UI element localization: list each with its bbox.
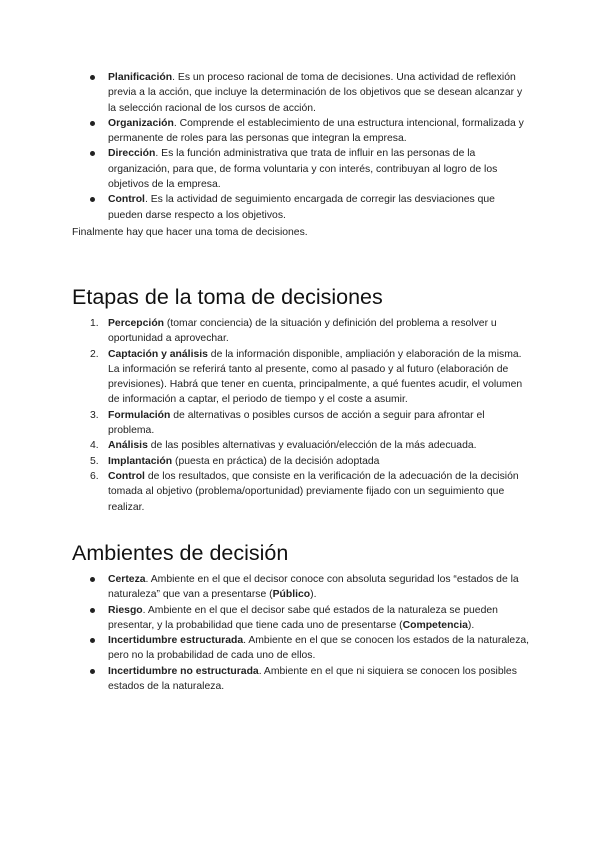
environments-bullet-list: [90, 572, 530, 694]
list-item: 4. Análisis de las posibles alternativas y evaluación/elección de la más adecuada.: [90, 440, 477, 452]
list-item: Riesgo. Ambiente en el que el decisor sabe qué estados de la naturaleza se pueden presentar, y la probabilidad que tiene cada uno de presentarse (Competencia).: [90, 603, 530, 634]
list-item: Control. Es la actividad de seguimiento encargada de corregir las desviaciones que pueden darse respecto a los objetivos.: [90, 192, 530, 223]
stages-numbered-list: [90, 316, 530, 515]
list-item: Incertidumbre estructurada. Ambiente en el que se conocen los estados de la naturaleza, pero no la probabilidad de cada uno de ellos.: [90, 633, 530, 664]
list-item: Organización. Comprende el establecimiento de una estructura intencional, formalizada y permanente de roles para las personas que integran la empresa.: [90, 116, 530, 147]
heading-etapas: Etapas de la toma de decisiones: [72, 285, 383, 309]
list-item: Certeza. Ambiente en el que el decisor conoce con absoluta seguridad los “estados de la naturaleza” que van a presentarse (Público).: [90, 572, 530, 603]
list-item: 5. Implantación (puesta en práctica) de la decisión adoptada: [90, 455, 380, 467]
list-item: Dirección. Es la función administrativa que trata de influir en las personas de la organización, para que, de forma voluntaria y con interés, contribuyan al logro de los objetivos de la empresa.: [90, 146, 530, 192]
functions-bullet-list: [90, 70, 530, 223]
heading-ambientes: Ambientes de decisión: [72, 541, 289, 565]
closing-paragraph: Finalmente hay que hacer una toma de decisiones.: [72, 227, 308, 238]
list-item: 2. Captación y análisis de la información disponible, ampliación y elaboración de la misma. La información se referirá tanto al presente, como al pasado y al futuro (elaboración de previsiones). Habrá que tener en cuenta, principalmente, a qué fuentes acudir, el volumen de información a captar, el periodo de tiempo y el coste a asumir.: [90, 348, 523, 406]
list-item: Incertidumbre no estructurada. Ambiente en el que ni siquiera se conocen los posibles estados de la naturaleza.: [90, 664, 530, 695]
list-item: Planificación. Es un proceso racional de toma de decisiones. Una actividad de reflexión previa a la acción, que incluye la determinación de los objetivos que se desean alcanzar y la selección racional de los cursos de acción.: [90, 70, 530, 116]
list-item: 1. Percepción (tomar conciencia) de la situación y definición del problema a resolver u oportunidad a aprovechar.: [90, 318, 497, 345]
list-item: 6. Control de los resultados, que consiste en la verificación de la adecuación de la decisión tomada al objetivo (problema/oportunidad) previamente fijado con un seguimiento que realizar.: [90, 470, 519, 513]
list-item: 3. Formulación de alternativas o posibles cursos de acción a seguir para afrontar el problema.: [90, 409, 485, 437]
